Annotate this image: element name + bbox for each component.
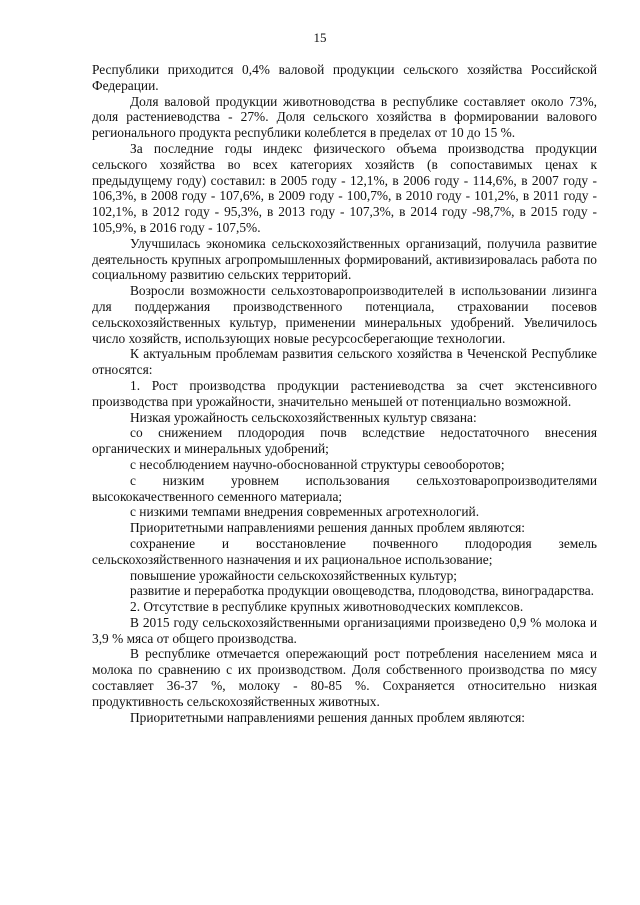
- list-item-numbered: 2. Отсутствие в республике крупных животноводческих комплексов.: [130, 599, 524, 615]
- paragraph: Доля валовой продукции животноводства в республике составляет около 73%, доля растениеводства - 27%. Доля сельского хозяйства в формировании валового регионального продукта республики колеблется в пределах от 10 до 15 %.: [92, 93, 597, 141]
- list-item-numbered: 1. Рост производства продукции растениеводства за счет экстенсивного производства при урожайности, значительно меньшей от потенциально возможной.: [92, 377, 597, 409]
- list-item: с низким уровнем использования сельхозтоваропроизводителями высококачественного семенного материала;: [92, 472, 597, 504]
- document-body: [92, 62, 597, 725]
- page-number: 15: [313, 30, 327, 45]
- paragraph: Приоритетными направлениями решения данных проблем являются:: [130, 520, 526, 536]
- paragraph: За последние годы индекс физического объема производства продукции сельского хозяйства во всех категориях хозяйств (в сопоставимых ценах к предыдущему году) составил: в 2005 году - 12,1%, в 2006 году - 114,6%, в 2007 году - 106,3%, в 2008 году - 107,6%, в 2009 году - 100,7%, в 2010 году - 101,2%, в 2011 году - 102,1%, в 2012 году - 95,3%, в 2013 году - 107,3%, в 2014 году -98,7%, в 2015 году - 105,9%, в 2016 году - 107,5%.: [92, 140, 597, 235]
- list-item: сохранение и восстановление почвенного плодородия земель сельскохозяйственного назначения и их рациональное использование;: [92, 535, 597, 567]
- list-item: с несоблюдением научно-обоснованной структуры севооборотов;: [130, 456, 505, 472]
- paragraph: В республике отмечается опережающий рост потребления населением мяса и молока по сравнению с их производством. Доля собственного производства по мясу составляет 36-37 %, молоку - 80-85 %. Сохраняется относительно низкая продуктивность сельскохозяйственных животных.: [92, 646, 597, 709]
- paragraph: Улучшилась экономика сельскохозяйственных организаций, получила развитие деятельность крупных агропромышленных формирований, активизировалась работа по социальному развитию сельских территорий.: [92, 235, 597, 283]
- paragraph: К актуальным проблемам развития сельского хозяйства в Чеченской Республике относятся:: [92, 346, 597, 378]
- paragraph: Возросли возможности сельхозтоваропроизводителей в использовании лизинга для поддержания производственного потенциала, страховании посевов сельскохозяйственных культур, применении минеральных удобрений. Увеличилось число хозяйств, использующих новые ресурсосберегающие технологии.: [92, 283, 597, 346]
- paragraph: В 2015 году сельскохозяйственными организациями произведено 0,9 % молока и 3,9 % мяса от общего производства.: [92, 614, 597, 646]
- list-item: повышение урожайности сельскохозяйственных культур;: [130, 567, 457, 583]
- list-item: с низкими темпами внедрения современных агротехнологий.: [130, 504, 480, 520]
- list-item: развитие и переработка продукции овощеводства, плодоводства, виноградарства.: [130, 583, 595, 599]
- paragraph: Приоритетными направлениями решения данных проблем являются:: [130, 709, 526, 725]
- paragraph: Низкая урожайность сельскохозяйственных культур связана:: [130, 409, 477, 425]
- list-item: со снижением плодородия почв вследствие недостаточного внесения органических и минеральных удобрений;: [92, 425, 597, 457]
- paragraph: Республики приходится 0,4% валовой продукции сельского хозяйства Российской Федерации.: [92, 62, 597, 93]
